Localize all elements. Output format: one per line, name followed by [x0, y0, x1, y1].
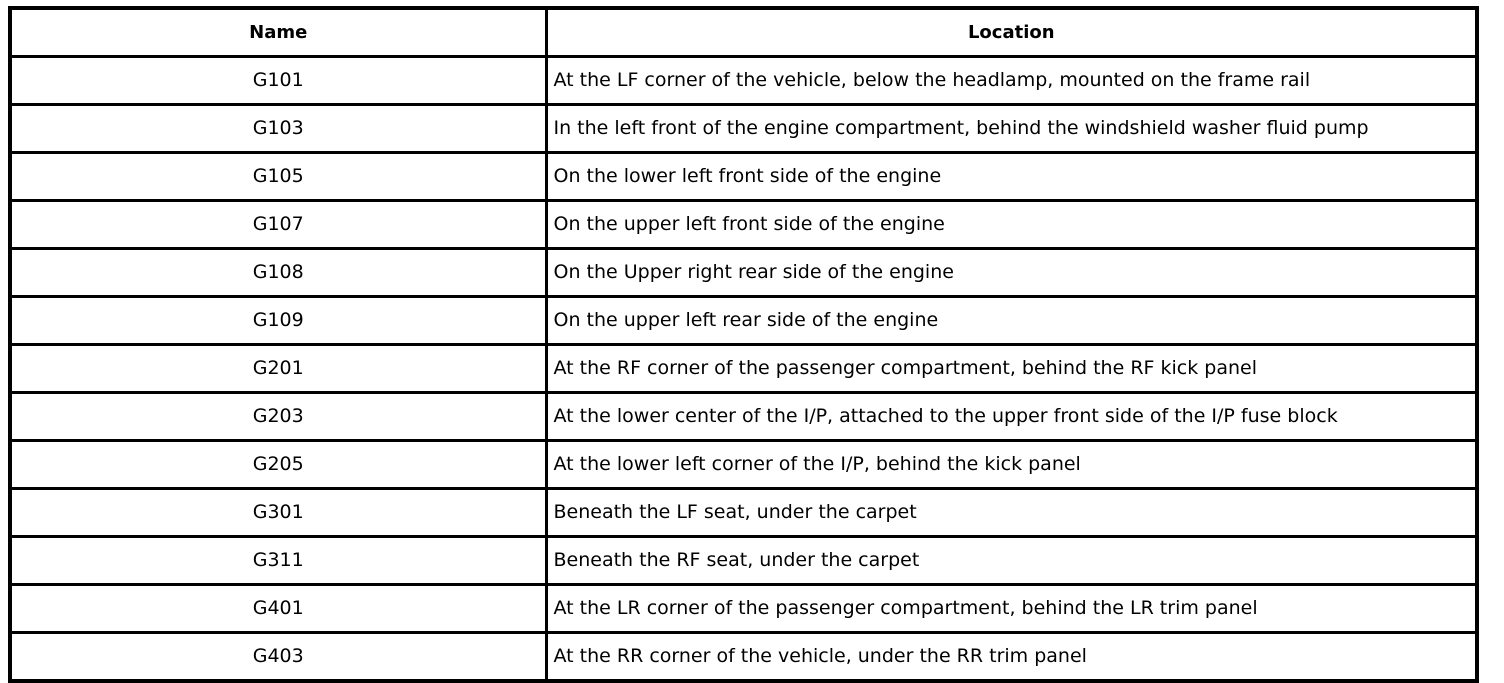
table-row: [10, 537, 1477, 585]
cell-location: At the lower left corner of the I/P, behind the kick panel: [546, 441, 1477, 489]
ground-locations-table: [8, 6, 1479, 683]
table-header-row: [10, 8, 1477, 57]
cell-name: G103: [10, 105, 546, 153]
header-name: Name: [10, 8, 546, 57]
cell-location: At the LR corner of the passenger compartment, behind the LR trim panel: [546, 585, 1477, 633]
cell-location: On the lower left front side of the engine: [546, 153, 1477, 201]
table-row: [10, 297, 1477, 345]
cell-name: G101: [10, 57, 546, 105]
cell-name: G403: [10, 633, 546, 682]
table-row: [10, 249, 1477, 297]
cell-location: On the upper left rear side of the engine: [546, 297, 1477, 345]
table-row: [10, 153, 1477, 201]
cell-location: At the lower center of the I/P, attached to the upper front side of the I/P fuse block: [546, 393, 1477, 441]
cell-location: At the LF corner of the vehicle, below the headlamp, mounted on the frame rail: [546, 57, 1477, 105]
cell-location: Beneath the LF seat, under the carpet: [546, 489, 1477, 537]
cell-name: G301: [10, 489, 546, 537]
cell-location: On the Upper right rear side of the engine: [546, 249, 1477, 297]
table-row: [10, 345, 1477, 393]
cell-location: At the RR corner of the vehicle, under the RR trim panel: [546, 633, 1477, 682]
cell-name: G105: [10, 153, 546, 201]
table-row: [10, 489, 1477, 537]
cell-name: G201: [10, 345, 546, 393]
table-row: [10, 105, 1477, 153]
cell-location: Beneath the RF seat, under the carpet: [546, 537, 1477, 585]
cell-location: At the RF corner of the passenger compartment, behind the RF kick panel: [546, 345, 1477, 393]
table-row: [10, 441, 1477, 489]
table-row: [10, 393, 1477, 441]
cell-name: G311: [10, 537, 546, 585]
cell-name: G205: [10, 441, 546, 489]
cell-name: G109: [10, 297, 546, 345]
table-row: [10, 585, 1477, 633]
cell-location: In the left front of the engine compartment, behind the windshield washer fluid pump: [546, 105, 1477, 153]
table-row: [10, 633, 1477, 682]
cell-name: G401: [10, 585, 546, 633]
cell-name: G108: [10, 249, 546, 297]
table-row: [10, 201, 1477, 249]
table-row: [10, 57, 1477, 105]
header-location: Location: [546, 8, 1477, 57]
cell-location: On the upper left front side of the engine: [546, 201, 1477, 249]
cell-name: G203: [10, 393, 546, 441]
cell-name: G107: [10, 201, 546, 249]
